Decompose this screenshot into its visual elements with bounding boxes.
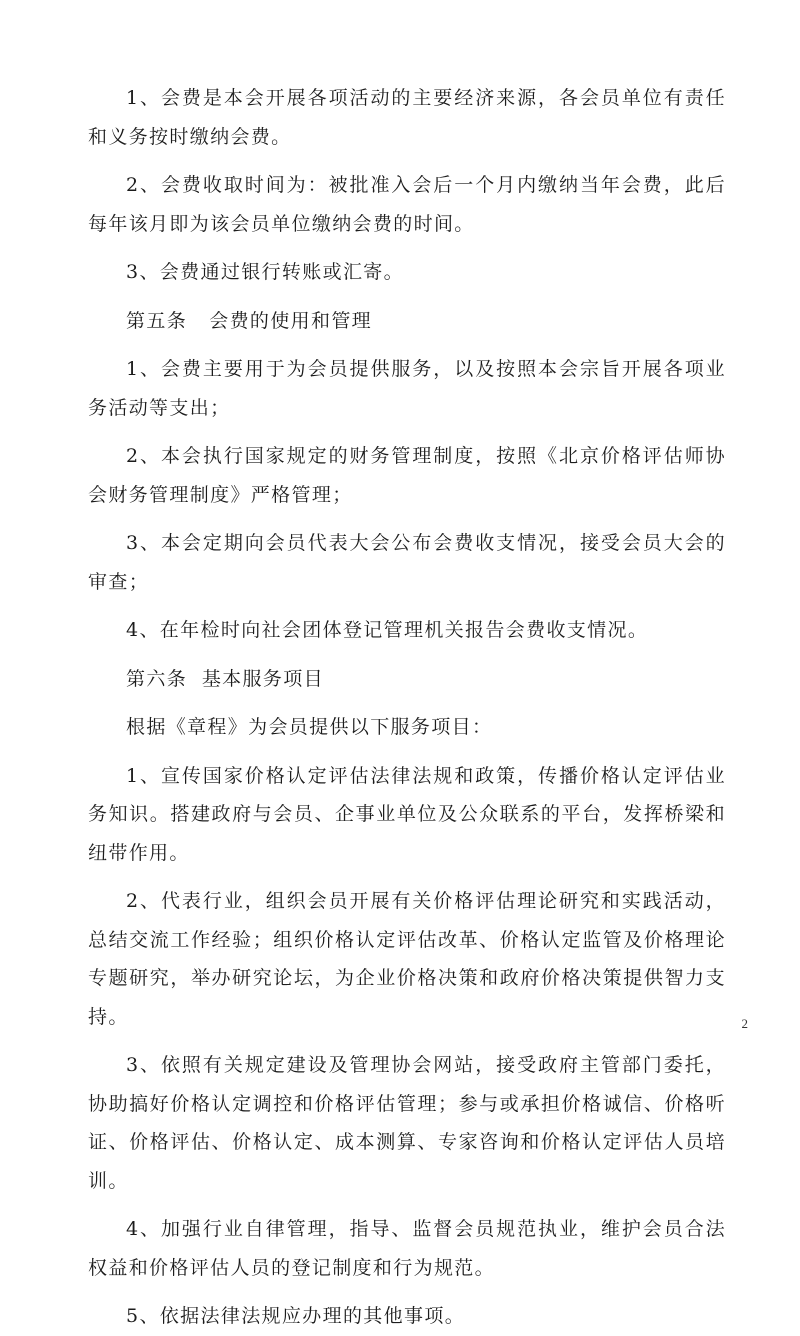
paragraph-fee-disclosure: 3、本会定期向会员代表大会公布会费收支情况，接受会员大会的审查； xyxy=(88,532,726,593)
paragraph-service-5: 5、依据法律法规应办理的其他事项。 xyxy=(126,1305,466,1327)
paragraph-fee-usage: 1、会费主要用于为会员提供服务，以及按照本会宗旨开展各项业务活动等支出； xyxy=(88,358,726,419)
document-body xyxy=(88,79,726,1336)
article-6-heading: 第六条 基本服务项目 xyxy=(126,667,324,690)
paragraph-service-2: 2、代表行业，组织会员开展有关价格评估理论研究和实践活动，总结交流工作经验；组织价格认定评估改革、价格认定监管及价格理论专题研究，举办研究论坛，为企业价格决策和政府价格决策提供智力支持。 xyxy=(88,890,726,1028)
paragraph-service-1: 1、宣传国家价格认定评估法律法规和政策，传播价格认定评估业务知识。搭建政府与会员、企事业单位及公众联系的平台，发挥桥梁和纽带作用。 xyxy=(88,764,726,864)
paragraph-fee-time: 2、会费收取时间为：被批准入会后一个月内缴纳当年会费，此后每年该月即为该会员单位缴纳会费的时间。 xyxy=(88,174,726,235)
article-5-heading: 第五条 会费的使用和管理 xyxy=(126,309,373,332)
paragraph-finance-system: 2、本会执行国家规定的财务管理制度，按照《北京价格评估师协会财务管理制度》严格管理； xyxy=(88,445,726,506)
page-number: 2 xyxy=(741,1016,748,1031)
paragraph-services-intro: 根据《章程》为会员提供以下服务项目： xyxy=(126,716,493,738)
paragraph-annual-report: 4、在年检时向社会团体登记管理机关报告会费收支情况。 xyxy=(126,619,649,641)
paragraph-fee-payment: 3、会费通过银行转账或汇寄。 xyxy=(126,261,404,283)
paragraph-service-4: 4、加强行业自律管理，指导、监督会员规范执业，维护会员合法权益和价格评估人员的登记制度和行为规范。 xyxy=(88,1218,726,1279)
paragraph-fee-source: 1、会费是本会开展各项活动的主要经济来源，各会员单位有责任和义务按时缴纳会费。 xyxy=(88,87,726,148)
paragraph-service-3: 3、依照有关规定建设及管理协会网站，接受政府主管部门委托，协助搞好价格认定调控和价格评估管理；参与或承担价格诚信、价格听证、价格评估、价格认定、成本测算、专家咨询和价格认定评估人员培训。 xyxy=(88,1054,726,1192)
